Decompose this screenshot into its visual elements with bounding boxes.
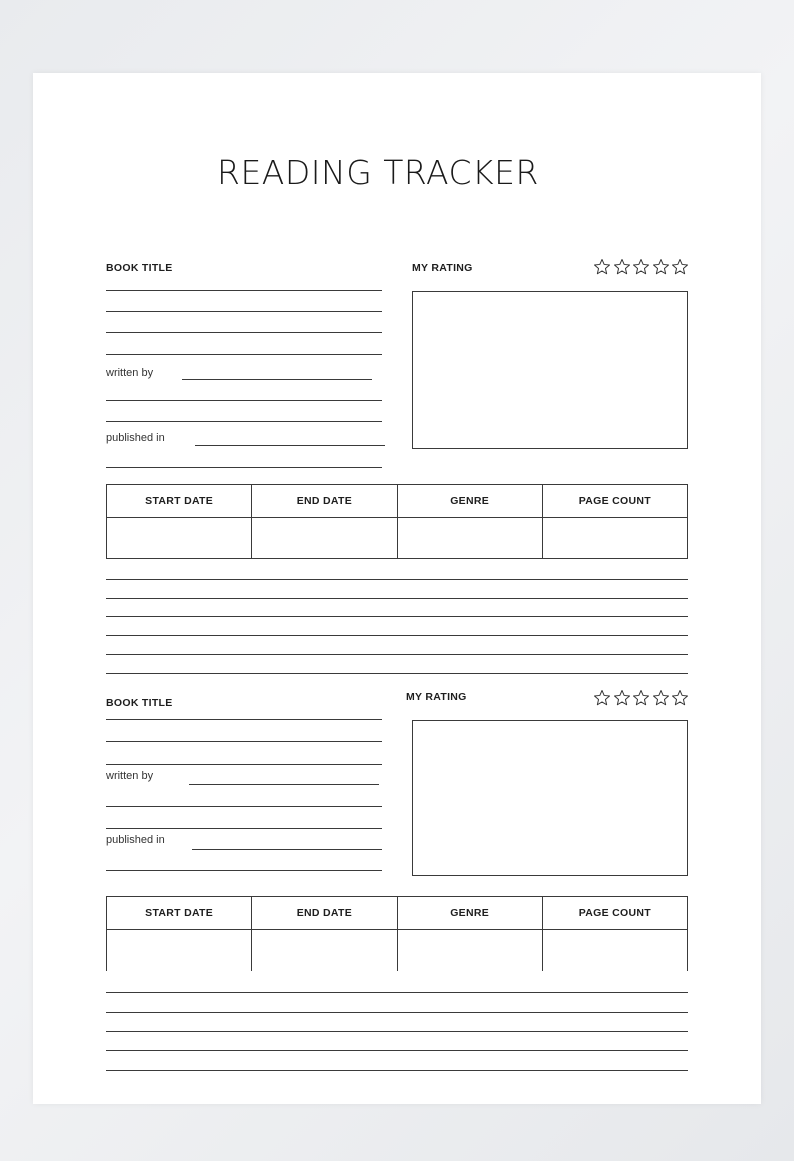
page-count-header: PAGE COUNT [542, 897, 688, 930]
review-line[interactable] [106, 1031, 688, 1032]
notes-line[interactable] [106, 806, 382, 807]
star-icon[interactable] [671, 689, 689, 707]
title-line[interactable] [106, 332, 382, 333]
start-date-cell[interactable] [106, 518, 251, 559]
book-title-label: BOOK TITLE [106, 262, 173, 274]
star-icon[interactable] [652, 689, 670, 707]
star-icon[interactable] [593, 689, 611, 707]
notes-line[interactable] [106, 400, 382, 401]
book-title-label: BOOK TITLE [106, 697, 173, 709]
title-line[interactable] [106, 764, 382, 765]
reading-details-table [106, 484, 688, 559]
end-date-header: END DATE [251, 485, 396, 518]
review-line[interactable] [106, 1070, 688, 1071]
genre-header: GENRE [397, 897, 542, 930]
star-icon[interactable] [613, 689, 631, 707]
title-line[interactable] [106, 719, 382, 720]
start-date-cell[interactable] [106, 930, 251, 971]
star-icon[interactable] [613, 258, 631, 276]
rating-label: MY RATING [412, 262, 473, 274]
published-field[interactable] [192, 849, 382, 850]
title-line[interactable] [106, 311, 382, 312]
start-date-header: START DATE [106, 897, 251, 930]
review-line[interactable] [106, 635, 688, 636]
rating-label: MY RATING [406, 691, 467, 703]
page-count-cell[interactable] [542, 930, 688, 971]
page-count-header: PAGE COUNT [542, 485, 688, 518]
notes-line[interactable] [106, 421, 382, 422]
published-in-label: published in [106, 432, 165, 444]
rating-stars[interactable] [593, 258, 689, 276]
reading-details-table [106, 896, 688, 971]
title-line[interactable] [106, 354, 382, 355]
author-field[interactable] [189, 784, 379, 785]
title-line[interactable] [106, 741, 382, 742]
written-by-label: written by [106, 770, 154, 782]
star-icon[interactable] [593, 258, 611, 276]
end-date-cell[interactable] [251, 930, 396, 971]
star-icon[interactable] [671, 258, 689, 276]
review-line[interactable] [106, 579, 688, 580]
review-line[interactable] [106, 1050, 688, 1051]
page-title: READING TRACKER [217, 153, 539, 192]
genre-cell[interactable] [397, 930, 542, 971]
page-count-cell[interactable] [542, 518, 688, 559]
cover-image-box[interactable] [412, 720, 688, 876]
cover-image-box[interactable] [412, 291, 688, 449]
notes-line[interactable] [106, 467, 382, 468]
notes-line[interactable] [106, 828, 382, 829]
published-in-label: published in [106, 834, 165, 846]
title-line[interactable] [106, 290, 382, 291]
genre-header: GENRE [397, 485, 542, 518]
review-line[interactable] [106, 654, 688, 655]
notes-line[interactable] [106, 870, 382, 871]
star-icon[interactable] [652, 258, 670, 276]
start-date-header: START DATE [106, 485, 251, 518]
end-date-header: END DATE [251, 897, 396, 930]
rating-stars[interactable] [593, 689, 689, 707]
published-field[interactable] [195, 445, 385, 446]
review-line[interactable] [106, 616, 688, 617]
star-icon[interactable] [632, 258, 650, 276]
review-line[interactable] [106, 992, 688, 993]
star-icon[interactable] [632, 689, 650, 707]
review-line[interactable] [106, 1012, 688, 1013]
author-field[interactable] [182, 379, 372, 380]
genre-cell[interactable] [397, 518, 542, 559]
review-line[interactable] [106, 598, 688, 599]
written-by-label: written by [106, 367, 154, 379]
review-line[interactable] [106, 673, 688, 674]
end-date-cell[interactable] [251, 518, 396, 559]
